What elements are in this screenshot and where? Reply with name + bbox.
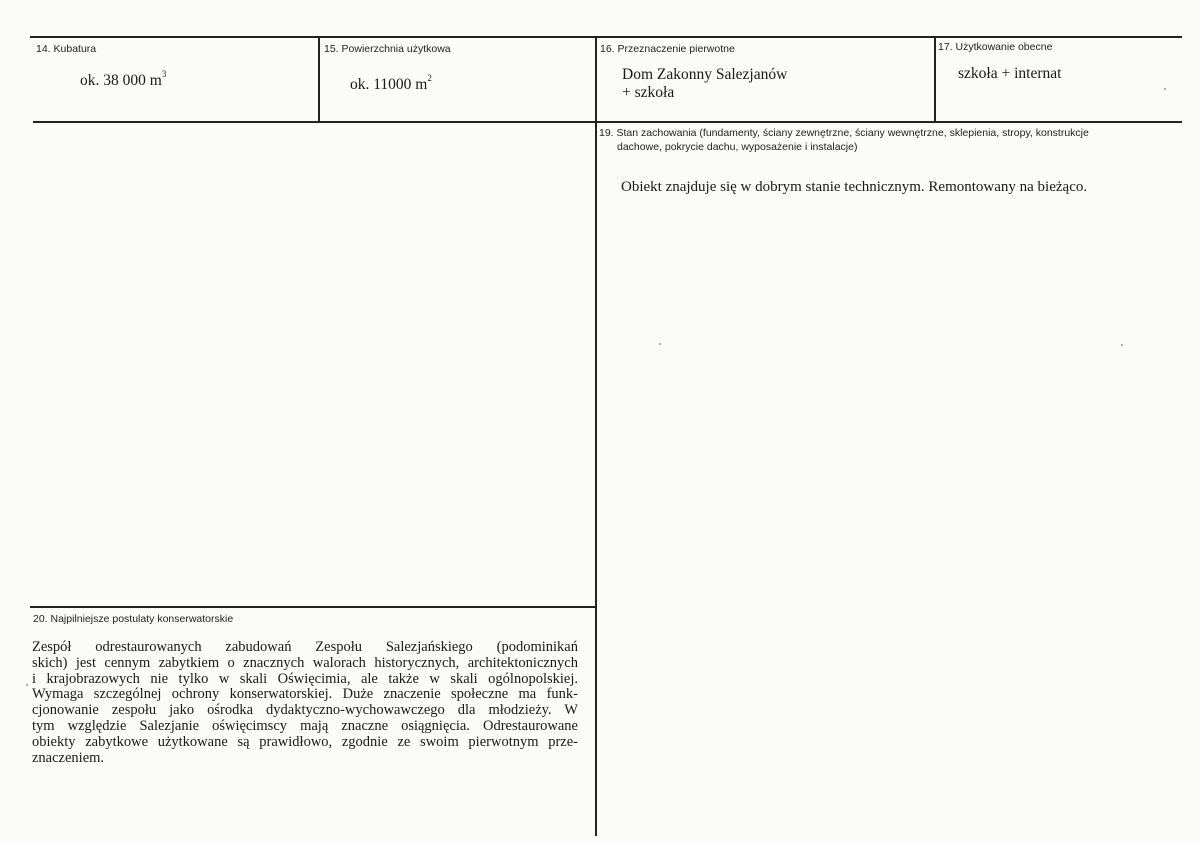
field-19-label-line-1: 19. Stan zachowania (fundamenty, ściany zewnętrzne, ściany wewnętrzne, sklepienia, stropy, konstrukcje: [599, 127, 1089, 139]
field-14-value: [80, 69, 167, 90]
scan-speck: [26, 684, 28, 686]
field-19-label-line-2: dachowe, pokrycie dachu, wyposażenie i instalacje): [617, 141, 858, 153]
field-14-label: 14. Kubatura: [36, 43, 97, 55]
field-14-value-text: ok. 38 000 m: [80, 72, 162, 89]
field-20-text-line: Wymaga szczególnej ochrony konserwatorskiej. Duże znaczenie społeczne ma funk-: [32, 686, 578, 703]
field-20-text-line: skich) jest cennym zabytkiem o znacznych walorach historycznych, architektonicznych: [32, 654, 578, 671]
field-15-value: [350, 73, 432, 94]
field-20-text-line: znaczeniem.: [32, 749, 105, 766]
field-20-text-line: Zespół odrestaurowanych zabudowań Zespołu Salezjańskiego (podominikań: [32, 639, 578, 655]
field-15-label: 15. Powierzchnia użytkowa: [324, 43, 451, 55]
section-20-top-line: [30, 606, 597, 608]
divider-16-17: [934, 36, 936, 123]
field-20-label: 20. Najpilniejsze postulaty konserwatorskie: [33, 613, 234, 625]
field-19-value: Obiekt znajduje się w dobrym stanie technicznym. Remontowany na bieżąco.: [621, 179, 1088, 195]
field-20-text-line: cjonowanie zespołu jako ośrodka dydaktyczno-wychowawczego dla młodzieży. W: [32, 702, 578, 719]
field-20-text-line: tym względzie Salezjanie oświęcimscy mają znaczne osiągnięcia. Odrestaurowane: [32, 717, 578, 734]
field-16-value-line-2: + szkoła: [622, 84, 675, 101]
field-17-label: 17. Użytkowanie obecne: [938, 41, 1053, 53]
field-20-text-line: obiekty zabytkowe użytkowane są prawidłowo, zgodnie ze swoim pierwotnym prze-: [32, 733, 578, 750]
field-20-text: [32, 640, 578, 766]
scan-speck: [1121, 344, 1123, 346]
scan-speck: [1164, 88, 1166, 90]
field-14-value-exponent: 3: [161, 69, 167, 79]
field-20-text-line: i krajobrazowych nie tylko w skali Oświęcimia, ale także w skali ogólnopolskiej.: [32, 670, 578, 687]
scan-speck: [659, 343, 661, 345]
field-17-value: szkoła + internat: [958, 65, 1062, 82]
divider-15-16: [595, 36, 597, 836]
top-border-line: [30, 36, 1182, 38]
header-row-bottom-line: [33, 121, 1182, 123]
divider-14-15: [318, 36, 320, 123]
field-15-value-text: ok. 11000 m: [350, 76, 428, 93]
field-16-label: 16. Przeznaczenie pierwotne: [600, 43, 735, 55]
field-16-value-line-1: Dom Zakonny Salezjanów: [622, 66, 788, 83]
field-15-value-exponent: 2: [427, 73, 432, 83]
